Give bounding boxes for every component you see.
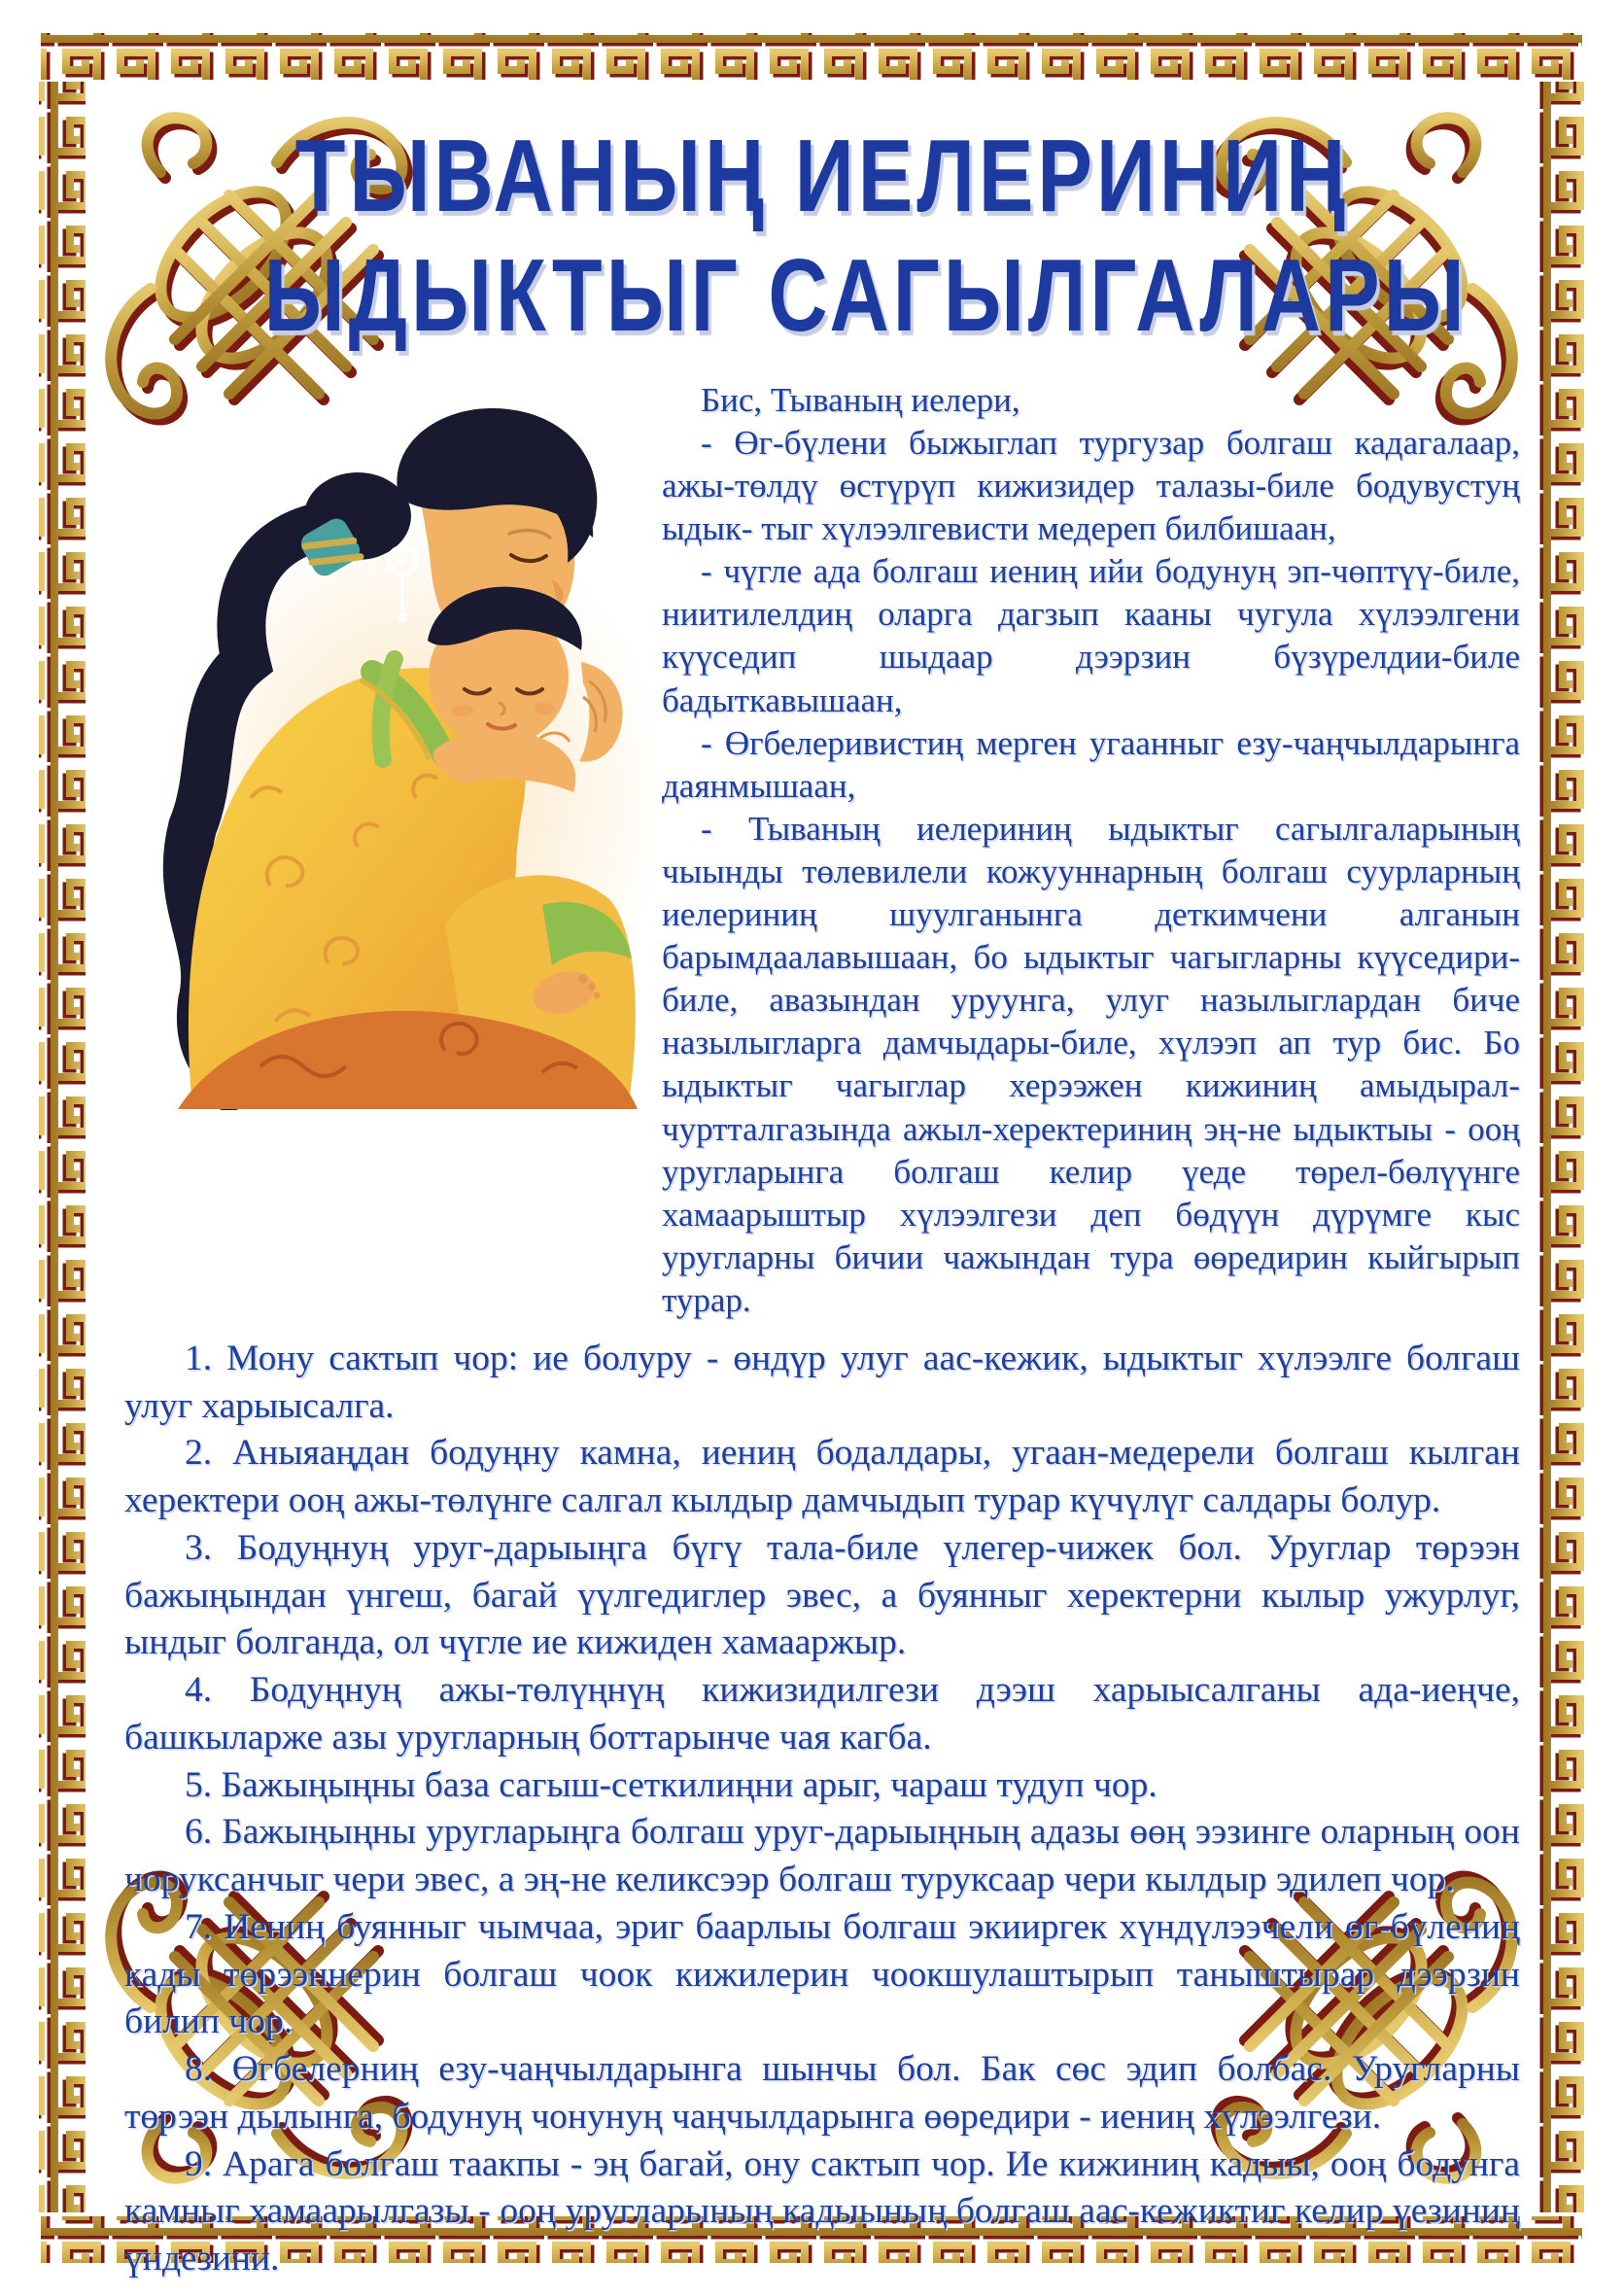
document-content xyxy=(124,117,1520,2283)
greek-key-border-top xyxy=(41,33,1582,80)
mother-and-child-illustration xyxy=(124,379,654,1110)
title-line-1: ТЫВАНЫҢ ИЕЛЕРИНИҢ xyxy=(294,119,1350,233)
rule-item-8: 8. Өгбелерниң езу-чаңчылдарынга шынчы бол. Бак сөс эдип болбас. Уругларны төрээн дылынга, бодунуң чонунуң чаңчылдарынга өөредири - иениң хүлээлгези. xyxy=(124,2049,1520,2137)
rule-item-9: 9. Арага болгаш таакпы - эң багай, ону сактып чор. Ие кижиниң кадыы, ооң бодунга камныг хамаарылгазы - ооң уругларының кадыының болгаш аас-кежиктиг келир үезиниң үндезини. xyxy=(124,2143,1520,2279)
intro-salutation: Бис, Тываның иелери, xyxy=(701,380,1020,419)
rule-item-4: 4. Бодуңнуң ажы-төлүңнүң кижизидилгези дээш харыысалганы ада-иеңче, башкыларже азы уругларның боттарынче чая кагба. xyxy=(124,1670,1520,1757)
rule-item-5: 5. Бажыңыңны база сагыш-сеткилиңни арыг, чараш тудуп чор. xyxy=(185,1764,1157,1805)
intro-paragraph: - Тываның иелериниң ыдыктыг сагылгаларының чыынды төлевилели кожууннарның болгаш суурларның иелериниң шуулганынга деткимчени алганын барымдаалавышаан, бо ыдыктыг чагыгларны күүседири-биле, авазындан уруунга, улуг назылыглардан биче назылыгларга дамчыдары-биле, хүлээп ап тур бис. Бо ыдыктыг чагыглар херээжен кижиниң амыдырал-чуртталгазында ажыл-херектериниң эң-не ыдыктыы - ооң уругларынга болгаш келир үеде төрел-бөлүүнге хамаарыштыр хүлээлгези деп бөдүүн дүрүмге кыс уругларны бичии чажындан тура өөредирин кыйгырып турар. xyxy=(662,809,1520,1319)
title-line-2: ЫДЫКТЫГ САГЫЛГАЛАРЫ xyxy=(263,237,1468,353)
rule-item-3: 3. Бодуңнуң уруг-дарыыңга бүгү тала-биле үлегер-чижек бол. Уруглар төрээн бажыңындан үнгеш, багай үүлгедиглер эвес, а буянныг херектерни кылыр ужурлуг, ындыг болганда, ол чүгле ие кижиден хамааржыр. xyxy=(124,1527,1520,1663)
greek-key-border-right xyxy=(1537,82,1584,2212)
page-title xyxy=(124,117,1520,356)
rule-item-7: 7. Иениң буянныг чымчаа, эриг баарлыы болгаш экииргек хүндүлээчели өг-бүлениң кады төрээннерин болгаш чоок кижилерин чоокшулаштырып таныштырар дээрзин билип чор. xyxy=(124,1906,1520,2042)
intro-paragraph: - чүгле ада болгаш иениң ийи бодунуң эп-чөптүү-биле, ниитилелдиң оларга дагзып кааны чугула хүлээлгени күүседип шыдаар дээрзин бүзүрелдии-биле бадыткавышаан, xyxy=(662,552,1520,719)
greek-key-border-left xyxy=(39,82,86,2212)
intro-paragraph: - Өг-бүлени быжыглап тургузар болгаш кадагалаар, ажы-төлдү өстүрүп кижизидер талазы-биле бодувустуң ыдык- тыг хүлээлгевисти медереп билбишаан, xyxy=(662,424,1520,548)
rule-item-2: 2. Аныяаңдан бодуңну камна, иениң бодалдары, угаан-медерели болгаш кылган херектери ооң ажы-төлүнге салгал кылдыр дамчыдып турар күчүлүг салдары болур. xyxy=(124,1433,1520,1521)
intro-paragraph: - Өгбелеривистиң мерген угаанныг езу-чаңчылдарынга даянмышаан, xyxy=(662,723,1520,805)
rule-item-1: 1. Мону сактып чор: ие болуру - өндүр улуг аас-кежик, ыдыктыг хүлээлге болгаш улуг харыысалга. xyxy=(124,1338,1520,1426)
intro-section xyxy=(124,379,1520,1322)
rules-list xyxy=(124,1336,1520,2283)
intro-text xyxy=(662,379,1520,1322)
rule-item-6: 6. Бажыңыңны уругларыңга болгаш уруг-дарыыңның адазы өөң ээзинге оларның оон чоруксанчыг чери эвес, а эң-не келиксээр болгаш туруксаар чери кылдыр эдилеп чор. xyxy=(124,1812,1520,1900)
